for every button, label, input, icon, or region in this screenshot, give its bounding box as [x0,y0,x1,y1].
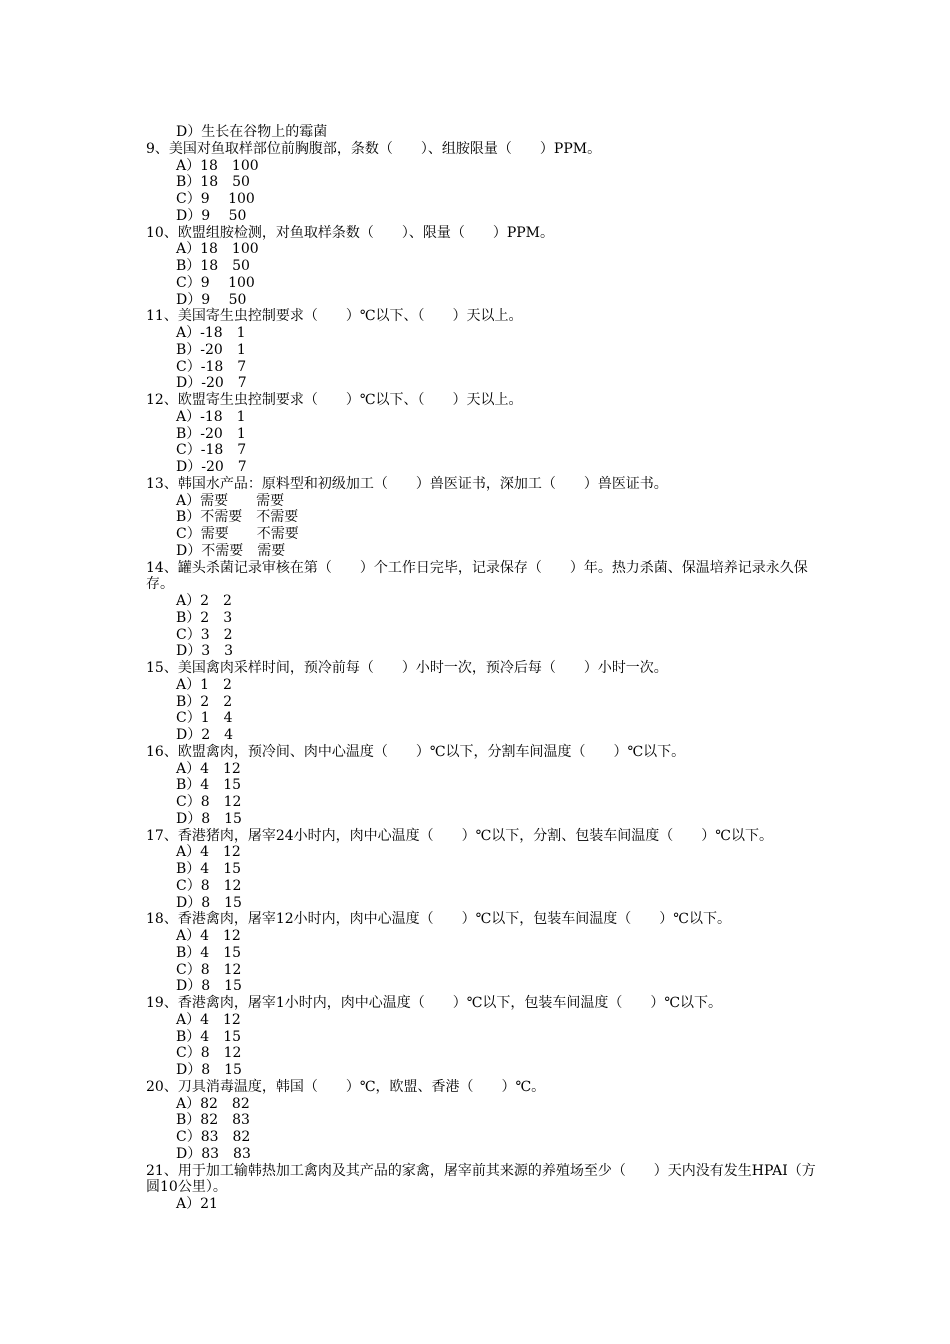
answer-option: D）不需要 需要 [176,542,286,559]
answer-option: B）不需要 不需要 [176,509,299,526]
question-text: 20、刀具消毒温度，韩国（ ）℃，欧盟、香港（ ）℃。 [146,1078,546,1095]
answer-option: B）4 15 [176,1028,242,1045]
answer-option: D）3 3 [176,643,234,660]
answer-option: C）需要 不需要 [176,526,299,542]
answer-option: C）8 12 [176,794,242,810]
answer-option: A）18 100 [176,157,259,174]
answer-option: C）9 100 [176,274,255,291]
question-text: 17、香港猪肉，屠宰24小时内，肉中心温度（ ）℃以下，分割、包装车间温度（ ）℃以下。 [146,827,773,844]
answer-option: C）-18 7 [176,358,247,375]
answer-option: A）4 12 [176,928,241,944]
answer-option: A）82 82 [176,1095,250,1112]
answer-option: C）8 12 [176,1045,242,1062]
answer-option: D）生长在谷物上的霉菌 [176,124,328,140]
answer-option: B）82 83 [176,1112,250,1129]
answer-option: C）8 12 [176,961,242,978]
document-body [146,124,826,1213]
answer-option: A）1 2 [176,676,232,693]
answer-option: D）83 83 [176,1145,251,1162]
question-text: 16、欧盟禽肉，预冷间、肉中心温度（ ）℃以下，分割车间温度（ ）℃以下。 [146,743,686,760]
answer-option: C）3 2 [176,626,233,643]
answer-option: D）-20 7 [176,375,247,392]
answer-option: B）2 2 [176,693,233,710]
question-text: 15、美国禽肉采样时间，预冷前每（ ）小时一次，预冷后每（ ）小时一次。 [146,660,668,676]
answer-option: B）2 3 [176,609,233,626]
question-text: 9、美国对鱼取样部位前胸腹部，条数（ ）、组胺限量（ ）PPM。 [146,140,602,157]
answer-option: B）-20 1 [176,341,246,358]
answer-option: B）18 50 [176,258,250,274]
answer-option: A）4 12 [176,844,241,861]
answer-option: D）8 15 [176,894,242,911]
answer-option: A）需要 需要 [176,492,285,509]
question-text: 10、欧盟组胺检测，对鱼取样条数（ ）、限量（ ）PPM。 [146,224,554,241]
answer-option: C）8 12 [176,877,242,894]
answer-option: D）8 15 [176,978,242,995]
answer-option: D）9 50 [176,291,247,308]
answer-option: C）1 4 [176,710,233,727]
answer-option: B）4 15 [176,944,242,961]
answer-option: A）4 12 [176,1011,241,1028]
answer-option: D）8 15 [176,810,242,827]
answer-option: B）18 50 [176,174,250,191]
question-text: 18、香港禽肉，屠宰12小时内，肉中心温度（ ）℃以下，包装车间温度（ ）℃以下。 [146,911,731,928]
answer-option: A）-18 1 [176,408,246,425]
answer-option: A）4 12 [176,760,241,777]
answer-option: D）-20 7 [176,459,247,475]
question-text: 13、韩国水产品：原料型和初级加工（ ）兽医证书，深加工（ ）兽医证书。 [146,475,668,492]
answer-option: A）-18 1 [176,325,246,341]
answer-option: D）8 15 [176,1062,242,1078]
answer-option: A）2 2 [176,593,232,609]
answer-option: C）83 82 [176,1129,251,1145]
question-text: 11、美国寄生虫控制要求（ ）℃以下、（ ）天以上。 [146,308,523,325]
question-text: 12、欧盟寄生虫控制要求（ ）℃以下、（ ）天以上。 [146,392,523,408]
question-text: 19、香港禽肉，屠宰1小时内，肉中心温度（ ）℃以下，包装车间温度（ ）℃以下。 [146,995,723,1011]
answer-option: D）2 4 [176,727,234,743]
answer-option: A）21 [176,1196,218,1212]
answer-option: C）9 100 [176,191,255,207]
answer-option: B）-20 1 [176,425,246,442]
answer-option: D）9 50 [176,207,247,224]
question-text: 21、用于加工输韩热加工禽肉及其产品的家禽，屠宰前其来源的养殖场至少（ ）天内没有发生HPAI（方圆10公里）。 [146,1162,816,1196]
answer-option: B）4 15 [176,777,242,794]
answer-option: A）18 100 [176,241,259,258]
question-text: 14、罐头杀菌记录审核在第（ ）个工作日完毕，记录保存（ ）年。热力杀菌、保温培养记录永久保存。 [146,559,808,593]
answer-option: B）4 15 [176,861,242,877]
answer-option: C）-18 7 [176,442,247,459]
